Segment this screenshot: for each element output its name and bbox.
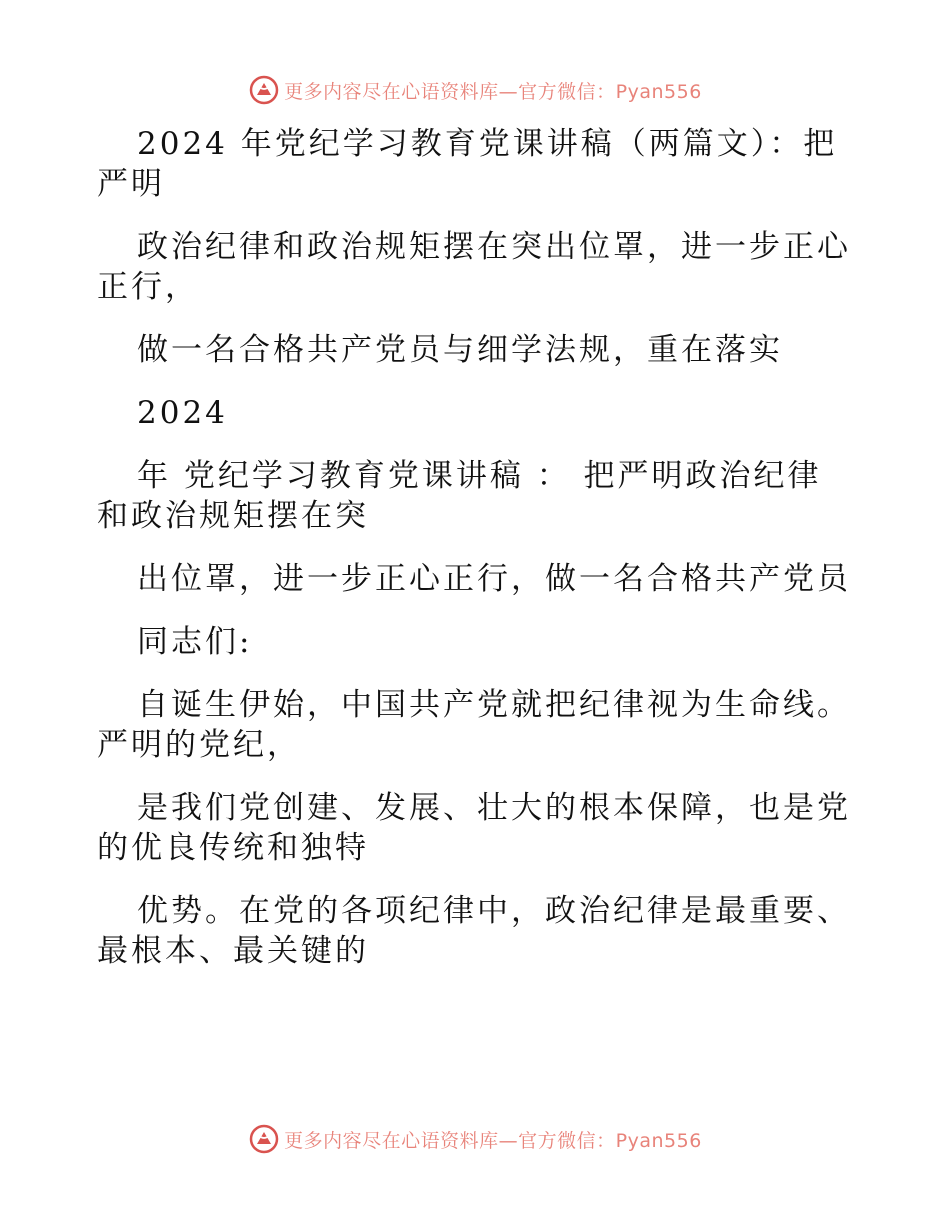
title-line: 政治纪律和政治规矩摆在突出位罩，进一步正心 xyxy=(137,229,851,265)
text-line: 2024 xyxy=(137,395,228,431)
paragraph-line: 是我们党创建、发展、壮大的根本保障，也是党 xyxy=(137,790,851,826)
footer-watermark xyxy=(0,1119,950,1159)
title-line: 正行， xyxy=(97,269,199,305)
brand-seal-icon xyxy=(248,74,280,106)
brand-seal-icon xyxy=(248,1123,280,1155)
paragraph-line: 优势。在党的各项纪律中，政治纪律是最重要、 xyxy=(137,893,851,929)
title-line: 严明 xyxy=(97,166,165,202)
title-line: 做一名合格共产党员与细学法规，重在落实 xyxy=(137,332,783,368)
watermark-text: 更多内容尽在心语资料库—官方微信：Pyan556 xyxy=(284,1129,702,1152)
title-line: 2024 年党纪学习教育党课讲稿（两篇文）：把 xyxy=(137,126,838,162)
watermark-text: 更多内容尽在心语资料库—官方微信：Pyan556 xyxy=(284,80,702,103)
text-line: 和政治规矩摆在突 xyxy=(97,498,369,534)
paragraph-line: 自诞生伊始，中国共产党就把纪律视为生命线。 xyxy=(137,687,851,723)
paragraph-line: 最根本、最关键的 xyxy=(97,933,369,969)
header-watermark xyxy=(0,70,950,110)
document-body xyxy=(97,124,857,971)
salutation-line: 同志们: xyxy=(137,624,253,660)
paragraph-line: 的优良传统和独特 xyxy=(97,830,369,866)
text-line: 年 党纪学习教育党课讲稿 ： 把严明政治纪律 xyxy=(137,458,822,494)
text-line: 出位罩，进一步正心正行，做一名合格共产党员 xyxy=(137,561,851,597)
paragraph-line: 严明的党纪， xyxy=(97,727,301,763)
